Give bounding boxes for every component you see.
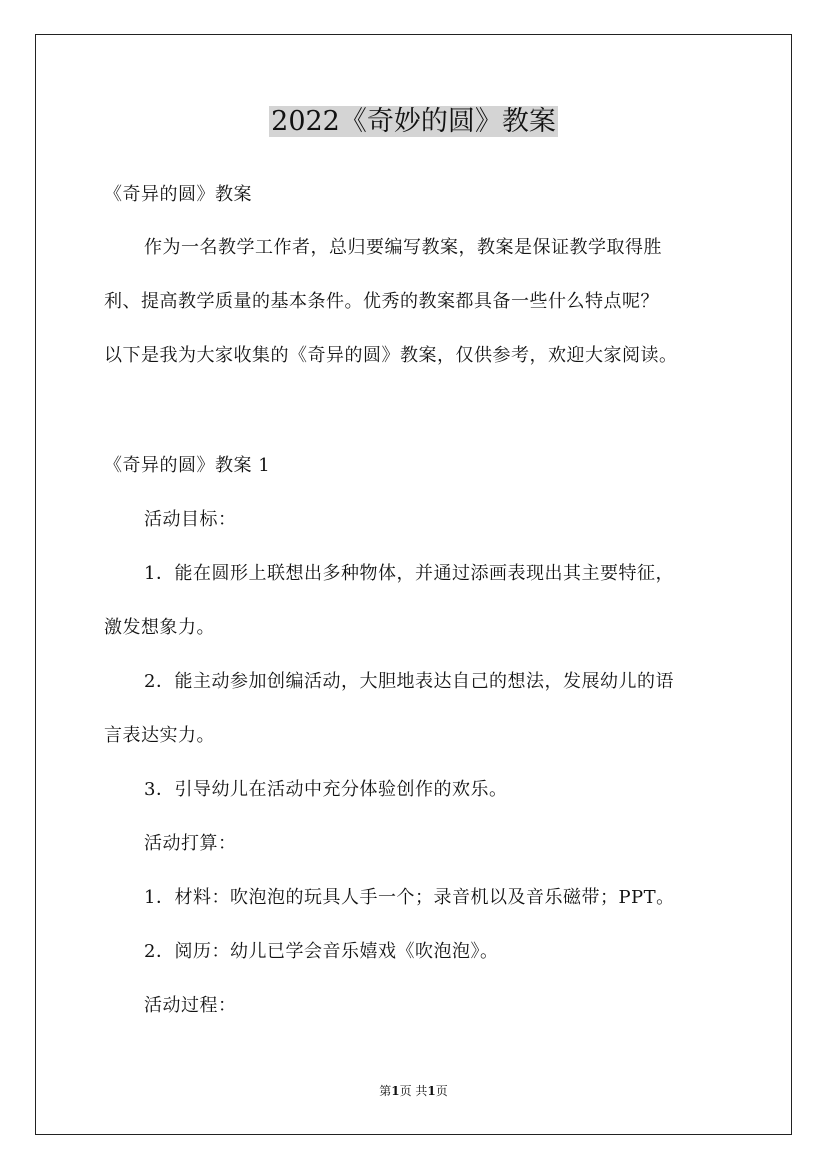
goals-label: 活动目标： <box>144 509 237 530</box>
goal-1-line-2: 激发想象力。 <box>104 617 215 638</box>
subtitle: 《奇异的圆》教案 <box>104 184 252 205</box>
section-heading: 《奇异的圆》教案 1 <box>104 455 271 476</box>
intro-line-1: 作为一名教学工作者，总归要编写教案，教案是保证教学取得胜 <box>144 237 662 258</box>
prep-label: 活动打算： <box>144 833 237 854</box>
footer-page-prefix: 第 <box>379 1084 392 1098</box>
intro-line-2: 利、提高教学质量的基本条件。优秀的教案都具备一些什么特点呢？ <box>104 291 659 312</box>
goal-1-line-1: 1．能在圆形上联想出多种物体，并通过添画表现出其主要特征， <box>144 563 674 584</box>
footer-page-number: 1 <box>391 1084 400 1098</box>
page-footer <box>0 1083 827 1099</box>
goal-2-line-1: 2．能主动参加创编活动，大胆地表达自己的想法，发展幼儿的语 <box>144 671 674 692</box>
document-title: 2022《奇妙的圆》教案 <box>271 106 556 137</box>
prep-2: 2．阅历：幼儿已学会音乐嬉戏《吹泡泡》。 <box>144 941 499 962</box>
goal-3: 3．引导幼儿在活动中充分体验创作的欢乐。 <box>144 779 508 800</box>
document-title-container <box>0 102 827 142</box>
footer-page-mid: 页 共 <box>399 1084 428 1098</box>
goal-2-line-2: 言表达实力。 <box>104 725 215 746</box>
footer-page-total: 1 <box>427 1084 436 1098</box>
intro-line-3: 以下是我为大家收集的《奇异的圆》教案，仅供参考，欢迎大家阅读。 <box>104 345 678 366</box>
prep-1: 1．材料：吹泡泡的玩具人手一个；录音机以及音乐磁带；PPT。 <box>144 887 675 908</box>
footer-page-suffix: 页 <box>435 1084 448 1098</box>
process-label: 活动过程： <box>144 995 237 1016</box>
